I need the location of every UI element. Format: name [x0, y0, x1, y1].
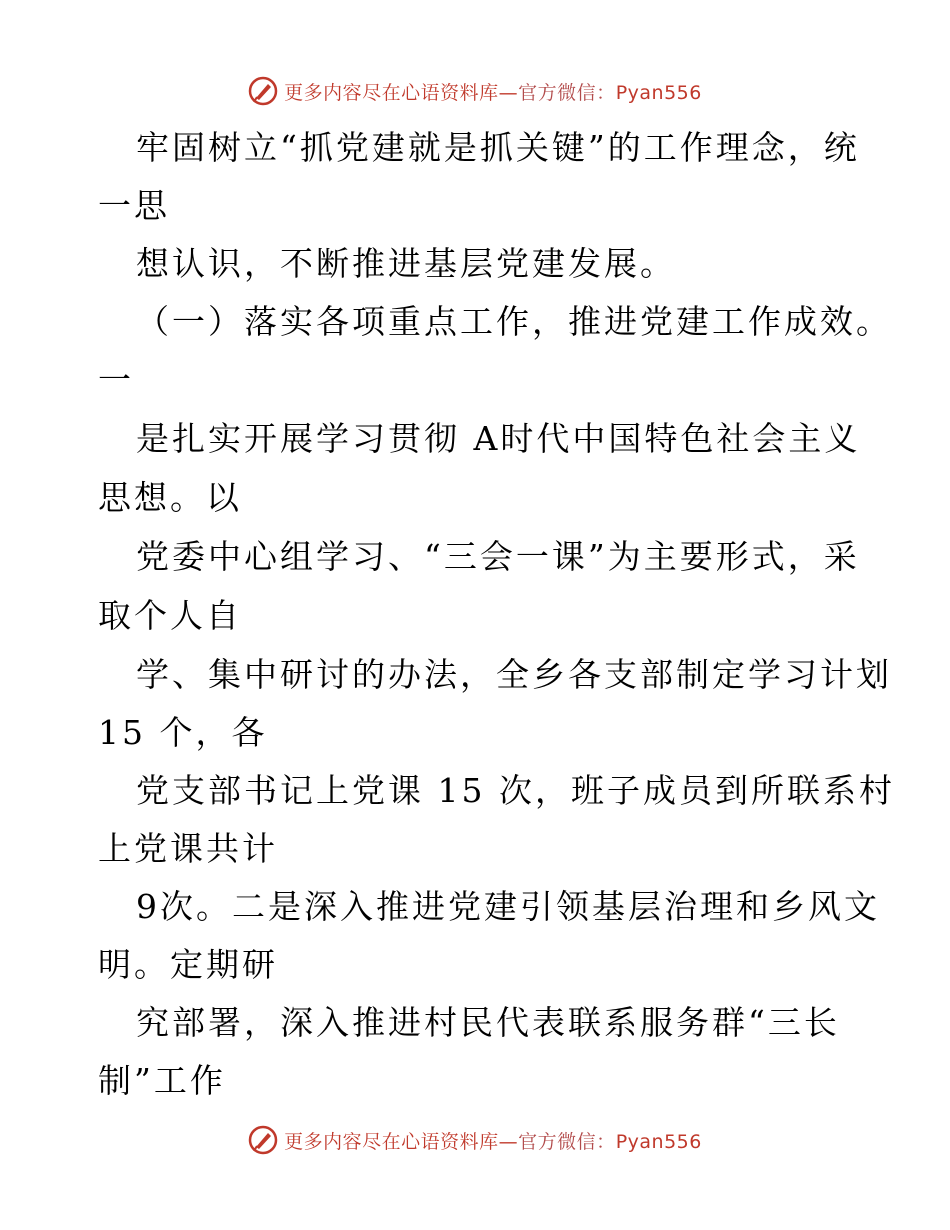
text-line: 牢固树立“抓党建就是抓关键”的工作理念，统: [136, 128, 860, 167]
text-line: 一: [98, 360, 134, 399]
watermark-text: 更多内容尽在心语资料库—: [284, 81, 519, 104]
footer-watermark: [0, 1120, 950, 1160]
header-watermark: [0, 71, 950, 111]
wechat-label: 官方微信：: [518, 1130, 616, 1153]
text-line: 思想。以: [98, 478, 242, 517]
text-line: （一）落实各项重点工作，推进党建工作成效。: [136, 302, 892, 341]
quill-pen-logo-icon: [248, 76, 278, 106]
text-line: 是扎实开展学习贯彻 A时代中国特色社会主义: [136, 419, 861, 458]
wechat-id: Pyan556: [615, 1130, 702, 1153]
wechat-id: Pyan556: [615, 81, 702, 104]
text-line: 上党课共计: [98, 829, 278, 868]
text-line: 党委中心组学习、“三会一课”为主要形式，采: [136, 537, 860, 576]
text-line: 学、集中研讨的办法，全乡各支部制定学习计划: [136, 655, 892, 694]
text-line: 制”工作: [98, 1061, 226, 1100]
wechat-label: 官方微信：: [518, 81, 616, 104]
text-line: 想认识，不断推进基层党建发展。: [136, 244, 676, 283]
watermark-text: 更多内容尽在心语资料库—: [284, 1130, 519, 1153]
text-line: 9次。二是深入推进党建引领基层治理和乡风文: [136, 887, 880, 926]
text-line: 究部署，深入推进村民代表联系服务群“三长: [136, 1003, 840, 1042]
text-line: 15 个，各: [98, 713, 268, 752]
text-line: 一思: [98, 186, 170, 225]
text-line: 党支部书记上党课 15 次，班子成员到所联系村: [136, 771, 895, 810]
quill-pen-logo-icon: [248, 1125, 278, 1155]
text-line: 明。定期研: [98, 945, 278, 984]
text-line: 取个人自: [98, 596, 242, 635]
